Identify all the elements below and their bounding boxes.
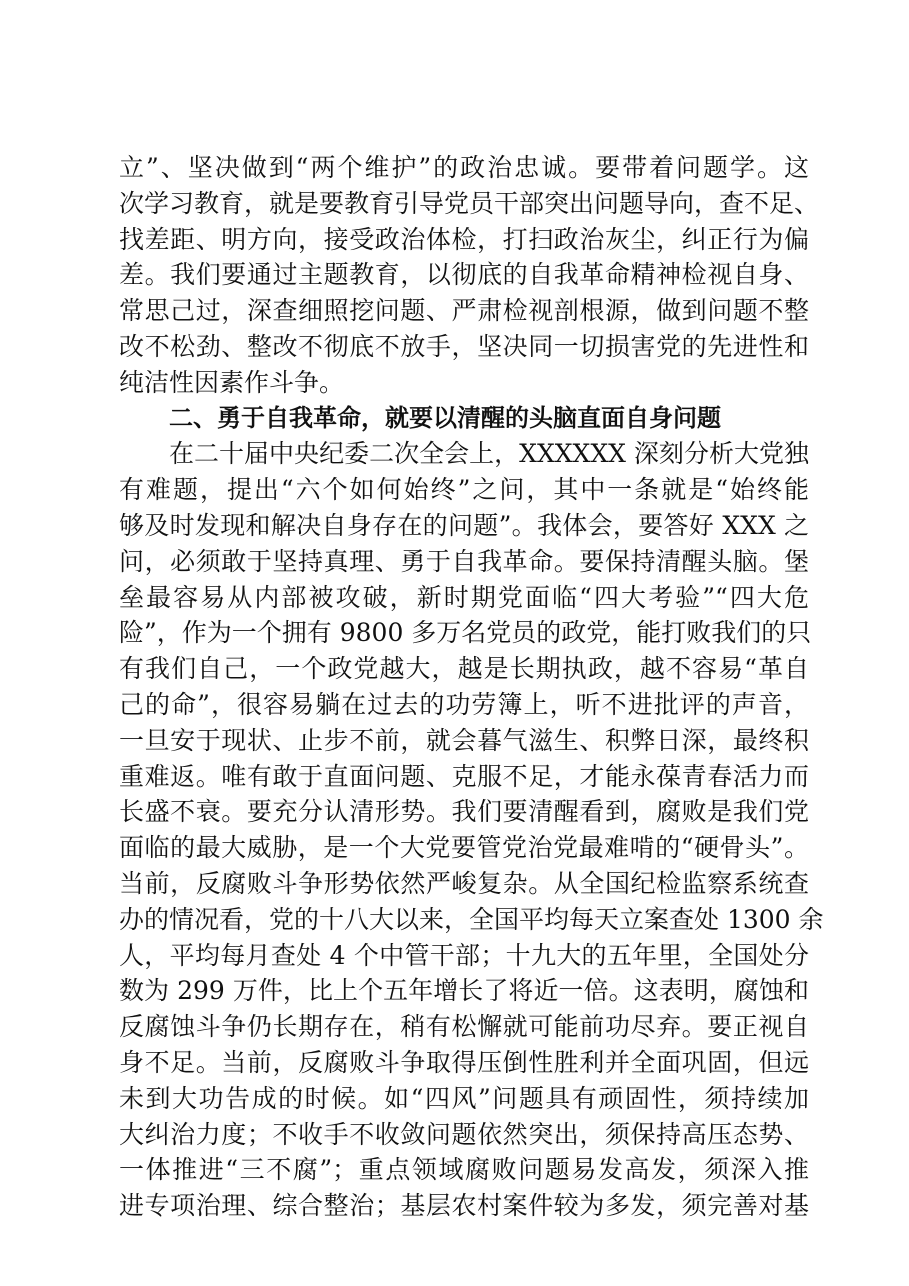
document-body bbox=[119, 150, 824, 1224]
paragraph-2-line: 反腐蚀斗争仍长期存在，稍有松懈就可能前功尽弃。要正视自 bbox=[119, 1012, 809, 1042]
section-heading: 二、勇于自我革命，就要以清醒的头脑直面自身问题 bbox=[169, 403, 721, 432]
paragraph-2-line: 长盛不衰。要充分认清形势。我们要清醒看到，腐败是我们党 bbox=[119, 797, 809, 827]
paragraph-2-line: 够及时发现和解决自身存在的问题”。我体会，要答好 XXX 之 bbox=[119, 510, 809, 540]
paragraph-2-line: 面临的最大威胁，是一个大党要管党治党最难啃的“硬骨头”。 bbox=[119, 833, 809, 863]
paragraph-2-line: 未到大功告成的时候。如“四风”问题具有顽固性，须持续加 bbox=[119, 1083, 809, 1113]
paragraph-1-line: 纯洁性因素作斗争。 bbox=[119, 367, 345, 397]
paragraph-1-line: 次学习教育，就是要教育引导党员干部突出问题导向，查不足、 bbox=[119, 188, 820, 218]
paragraph-2-line: 重难返。唯有敢于直面问题、克服不足，才能永葆青春活力而 bbox=[119, 761, 809, 791]
paragraph-2-line: 身不足。当前，反腐败斗争取得压倒性胜利并全面巩固，但远 bbox=[119, 1047, 809, 1077]
paragraph-2-line: 人，平均每月查处 4 个中管干部；十九大的五年里，全国处分 bbox=[119, 940, 809, 970]
paragraph-1-line: 改不松劲、整改不彻底不放手，坚决同一切损害党的先进性和 bbox=[119, 331, 809, 361]
paragraph-2-line: 己的命”，很容易躺在过去的功劳簿上，听不进批评的声音， bbox=[119, 689, 809, 719]
paragraph-2-line: 当前，反腐败斗争形势依然严峻复杂。从全国纪检监察系统查 bbox=[119, 868, 809, 898]
paragraph-2-line: 数为 299 万件，比上个五年增长了将近一倍。这表明，腐蚀和 bbox=[119, 976, 809, 1006]
paragraph-2-line: 有我们自己，一个政党越大，越是长期执政，越不容易“革自 bbox=[119, 654, 809, 684]
paragraph-2-line: 一旦安于现状、止步不前，就会暮气滋生、积弊日深，最终积 bbox=[119, 725, 809, 755]
paragraph-2-line: 进专项治理、综合整治；基层农村案件较为多发，须完善对基 bbox=[119, 1191, 809, 1221]
paragraph-2-line: 一体推进“三不腐”；重点领域腐败问题易发高发，须深入推 bbox=[119, 1155, 809, 1185]
paragraph-2-line: 办的情况看，党的十八大以来，全国平均每天立案查处 1300 余 bbox=[119, 904, 824, 934]
paragraph-1-line: 立”、坚决做到“两个维护”的政治忠诚。要带着问题学。这 bbox=[119, 153, 809, 182]
paragraph-1-line: 差。我们要通过主题教育，以彻底的自我革命精神检视自身、 bbox=[119, 260, 809, 290]
paragraph-2-line: 险”，作为一个拥有 9800 多万名党员的政党，能打败我们的只 bbox=[119, 618, 812, 648]
paragraph-2-line: 问，必须敢于坚持真理、勇于自我革命。要保持清醒头脑。堡 bbox=[119, 546, 809, 576]
paragraph-2-line: 有难题，提出“六个如何始终”之问，其中一条就是“始终能 bbox=[119, 475, 809, 505]
paragraph-1-line: 常思己过，深查细照挖问题、严肃检视剖根源，做到问题不整 bbox=[119, 296, 809, 326]
paragraph-2-line: 大纠治力度；不收手不收敛问题依然突出，须保持高压态势、 bbox=[119, 1119, 809, 1149]
paragraph-2-line: 垒最容易从内部被攻破，新时期党面临“四大考验”“四大危 bbox=[119, 582, 809, 612]
paragraph-2-line: 在二十届中央纪委二次全会上，XXXXXX 深刻分析大党独 bbox=[169, 439, 809, 469]
paragraph-1-line: 找差距、明方向，接受政治体检，打扫政治灰尘，纠正行为偏 bbox=[119, 224, 809, 254]
